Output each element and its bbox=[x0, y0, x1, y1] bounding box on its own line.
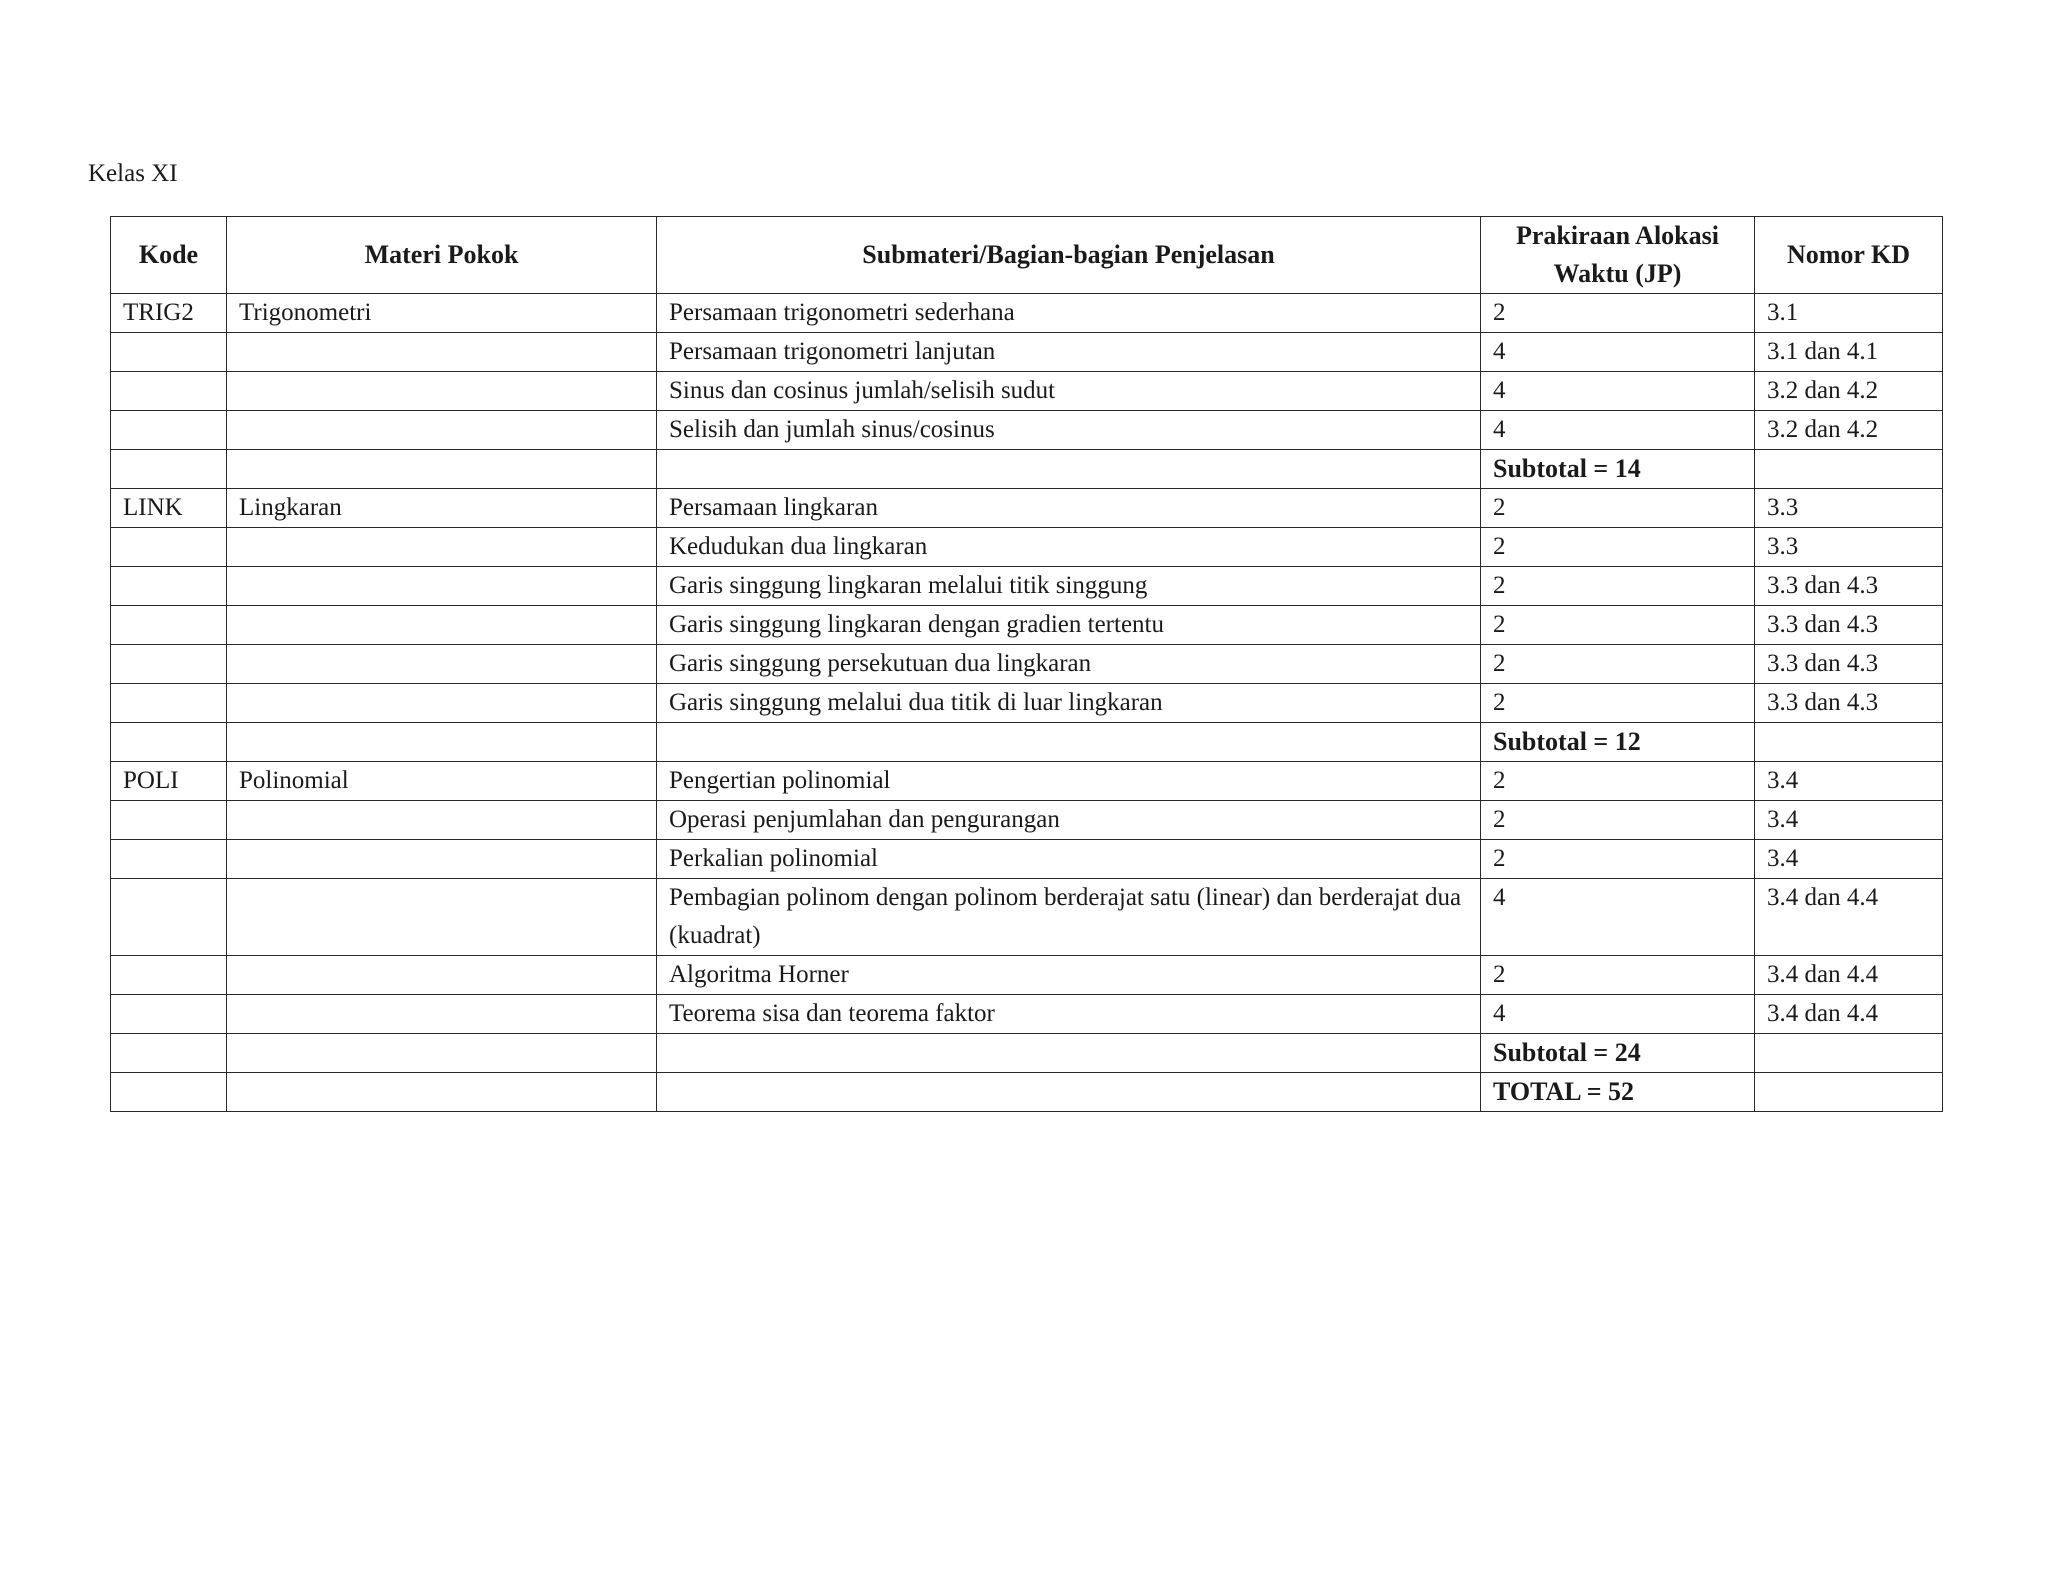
header-submateri: Submateri/Bagian-bagian Penjelasan bbox=[657, 217, 1481, 294]
cell-materi-pokok bbox=[227, 801, 657, 840]
page-label: Kelas XI bbox=[88, 160, 178, 187]
cell-submateri: Selisih dan jumlah sinus/cosinus bbox=[657, 411, 1481, 450]
cell-nomor-kd: 3.1 dan 4.1 bbox=[1755, 333, 1943, 372]
cell-nomor-kd bbox=[1755, 1034, 1943, 1073]
cell-submateri: Sinus dan cosinus jumlah/selisih sudut bbox=[657, 372, 1481, 411]
cell-submateri: Persamaan lingkaran bbox=[657, 489, 1481, 528]
cell-nomor-kd: 3.4 bbox=[1755, 801, 1943, 840]
table-row bbox=[111, 411, 1943, 450]
cell-alokasi-waktu: 2 bbox=[1481, 528, 1755, 567]
cell-nomor-kd: 3.2 dan 4.2 bbox=[1755, 411, 1943, 450]
cell-kode bbox=[111, 879, 227, 956]
table-row bbox=[111, 372, 1943, 411]
cell-nomor-kd: 3.2 dan 4.2 bbox=[1755, 372, 1943, 411]
cell-submateri: Perkalian polinomial bbox=[657, 840, 1481, 879]
cell-nomor-kd: 3.3 dan 4.3 bbox=[1755, 567, 1943, 606]
header-alokasi-waktu: Prakiraan Alokasi Waktu (JP) bbox=[1481, 217, 1755, 294]
cell-kode bbox=[111, 995, 227, 1034]
cell-submateri bbox=[657, 1034, 1481, 1073]
cell-kode bbox=[111, 333, 227, 372]
cell-kode bbox=[111, 840, 227, 879]
cell-kode: TRIG2 bbox=[111, 294, 227, 333]
cell-kode bbox=[111, 411, 227, 450]
cell-alokasi-waktu: 2 bbox=[1481, 606, 1755, 645]
cell-submateri: Persamaan trigonometri lanjutan bbox=[657, 333, 1481, 372]
cell-nomor-kd: 3.4 dan 4.4 bbox=[1755, 879, 1943, 956]
cell-kode bbox=[111, 645, 227, 684]
cell-materi-pokok bbox=[227, 411, 657, 450]
table-row bbox=[111, 1034, 1943, 1073]
cell-materi-pokok bbox=[227, 372, 657, 411]
cell-nomor-kd: 3.3 dan 4.3 bbox=[1755, 645, 1943, 684]
cell-kode bbox=[111, 1034, 227, 1073]
cell-materi-pokok bbox=[227, 606, 657, 645]
cell-alokasi-waktu: 4 bbox=[1481, 411, 1755, 450]
cell-kode bbox=[111, 684, 227, 723]
cell-alokasi-waktu: 4 bbox=[1481, 995, 1755, 1034]
cell-alokasi-waktu: Subtotal = 24 bbox=[1481, 1034, 1755, 1073]
cell-kode bbox=[111, 606, 227, 645]
cell-materi-pokok bbox=[227, 567, 657, 606]
cell-submateri: Operasi penjumlahan dan pengurangan bbox=[657, 801, 1481, 840]
table-row bbox=[111, 489, 1943, 528]
table-row bbox=[111, 956, 1943, 995]
cell-nomor-kd: 3.3 bbox=[1755, 489, 1943, 528]
table-row bbox=[111, 840, 1943, 879]
cell-nomor-kd: 3.3 dan 4.3 bbox=[1755, 606, 1943, 645]
cell-nomor-kd: 3.3 dan 4.3 bbox=[1755, 684, 1943, 723]
cell-alokasi-waktu: 4 bbox=[1481, 333, 1755, 372]
cell-materi-pokok bbox=[227, 840, 657, 879]
cell-submateri: Kedudukan dua lingkaran bbox=[657, 528, 1481, 567]
cell-submateri: Garis singgung melalui dua titik di luar lingkaran bbox=[657, 684, 1481, 723]
cell-alokasi-waktu: 4 bbox=[1481, 372, 1755, 411]
cell-alokasi-waktu: 2 bbox=[1481, 801, 1755, 840]
cell-alokasi-waktu: 2 bbox=[1481, 684, 1755, 723]
table-row bbox=[111, 723, 1943, 762]
cell-materi-pokok bbox=[227, 995, 657, 1034]
table-row bbox=[111, 567, 1943, 606]
cell-materi-pokok bbox=[227, 1073, 657, 1112]
header-nomor-kd: Nomor KD bbox=[1755, 217, 1943, 294]
cell-kode bbox=[111, 450, 227, 489]
cell-kode bbox=[111, 801, 227, 840]
cell-nomor-kd: 3.3 bbox=[1755, 528, 1943, 567]
table-row bbox=[111, 333, 1943, 372]
table-row bbox=[111, 528, 1943, 567]
cell-materi-pokok: Trigonometri bbox=[227, 294, 657, 333]
table-row bbox=[111, 879, 1943, 956]
cell-alokasi-waktu: Subtotal = 12 bbox=[1481, 723, 1755, 762]
cell-materi-pokok bbox=[227, 645, 657, 684]
cell-nomor-kd: 3.4 dan 4.4 bbox=[1755, 995, 1943, 1034]
cell-submateri: Teorema sisa dan teorema faktor bbox=[657, 995, 1481, 1034]
cell-kode bbox=[111, 567, 227, 606]
cell-submateri: Garis singgung lingkaran melalui titik singgung bbox=[657, 567, 1481, 606]
cell-alokasi-waktu: 2 bbox=[1481, 489, 1755, 528]
cell-alokasi-waktu: Subtotal = 14 bbox=[1481, 450, 1755, 489]
cell-submateri bbox=[657, 1073, 1481, 1112]
cell-kode: POLI bbox=[111, 762, 227, 801]
cell-nomor-kd bbox=[1755, 450, 1943, 489]
cell-submateri: Garis singgung lingkaran dengan gradien tertentu bbox=[657, 606, 1481, 645]
cell-alokasi-waktu: TOTAL = 52 bbox=[1481, 1073, 1755, 1112]
cell-kode bbox=[111, 1073, 227, 1112]
table-header-row bbox=[111, 217, 1943, 294]
cell-submateri bbox=[657, 723, 1481, 762]
table-row bbox=[111, 995, 1943, 1034]
cell-materi-pokok bbox=[227, 528, 657, 567]
table-row bbox=[111, 645, 1943, 684]
table-row bbox=[111, 684, 1943, 723]
cell-alokasi-waktu: 2 bbox=[1481, 840, 1755, 879]
cell-materi-pokok: Polinomial bbox=[227, 762, 657, 801]
cell-materi-pokok: Lingkaran bbox=[227, 489, 657, 528]
cell-alokasi-waktu: 2 bbox=[1481, 762, 1755, 801]
table-row bbox=[111, 450, 1943, 489]
header-kode: Kode bbox=[111, 217, 227, 294]
cell-materi-pokok bbox=[227, 684, 657, 723]
cell-alokasi-waktu: 2 bbox=[1481, 956, 1755, 995]
table-row bbox=[111, 762, 1943, 801]
cell-alokasi-waktu: 2 bbox=[1481, 294, 1755, 333]
cell-submateri: Garis singgung persekutuan dua lingkaran bbox=[657, 645, 1481, 684]
cell-kode bbox=[111, 528, 227, 567]
table-body bbox=[111, 294, 1943, 1112]
cell-alokasi-waktu: 2 bbox=[1481, 645, 1755, 684]
cell-nomor-kd: 3.4 dan 4.4 bbox=[1755, 956, 1943, 995]
cell-nomor-kd bbox=[1755, 723, 1943, 762]
cell-submateri: Pengertian polinomial bbox=[657, 762, 1481, 801]
table-row bbox=[111, 1073, 1943, 1112]
cell-materi-pokok bbox=[227, 879, 657, 956]
cell-submateri: Algoritma Horner bbox=[657, 956, 1481, 995]
cell-alokasi-waktu: 4 bbox=[1481, 879, 1755, 956]
table-row bbox=[111, 801, 1943, 840]
cell-kode bbox=[111, 956, 227, 995]
table-row bbox=[111, 606, 1943, 645]
cell-nomor-kd: 3.1 bbox=[1755, 294, 1943, 333]
header-materi-pokok: Materi Pokok bbox=[227, 217, 657, 294]
cell-kode bbox=[111, 723, 227, 762]
cell-nomor-kd bbox=[1755, 1073, 1943, 1112]
cell-nomor-kd: 3.4 bbox=[1755, 840, 1943, 879]
cell-submateri: Persamaan trigonometri sederhana bbox=[657, 294, 1481, 333]
cell-submateri: Pembagian polinom dengan polinom berderajat satu (linear) dan berderajat dua (kuadrat) bbox=[657, 879, 1481, 956]
cell-kode bbox=[111, 372, 227, 411]
curriculum-table bbox=[110, 216, 1943, 1112]
cell-materi-pokok bbox=[227, 723, 657, 762]
table-row bbox=[111, 294, 1943, 333]
cell-kode: LINK bbox=[111, 489, 227, 528]
cell-materi-pokok bbox=[227, 333, 657, 372]
cell-materi-pokok bbox=[227, 956, 657, 995]
cell-submateri bbox=[657, 450, 1481, 489]
cell-materi-pokok bbox=[227, 450, 657, 489]
cell-alokasi-waktu: 2 bbox=[1481, 567, 1755, 606]
cell-nomor-kd: 3.4 bbox=[1755, 762, 1943, 801]
cell-materi-pokok bbox=[227, 1034, 657, 1073]
